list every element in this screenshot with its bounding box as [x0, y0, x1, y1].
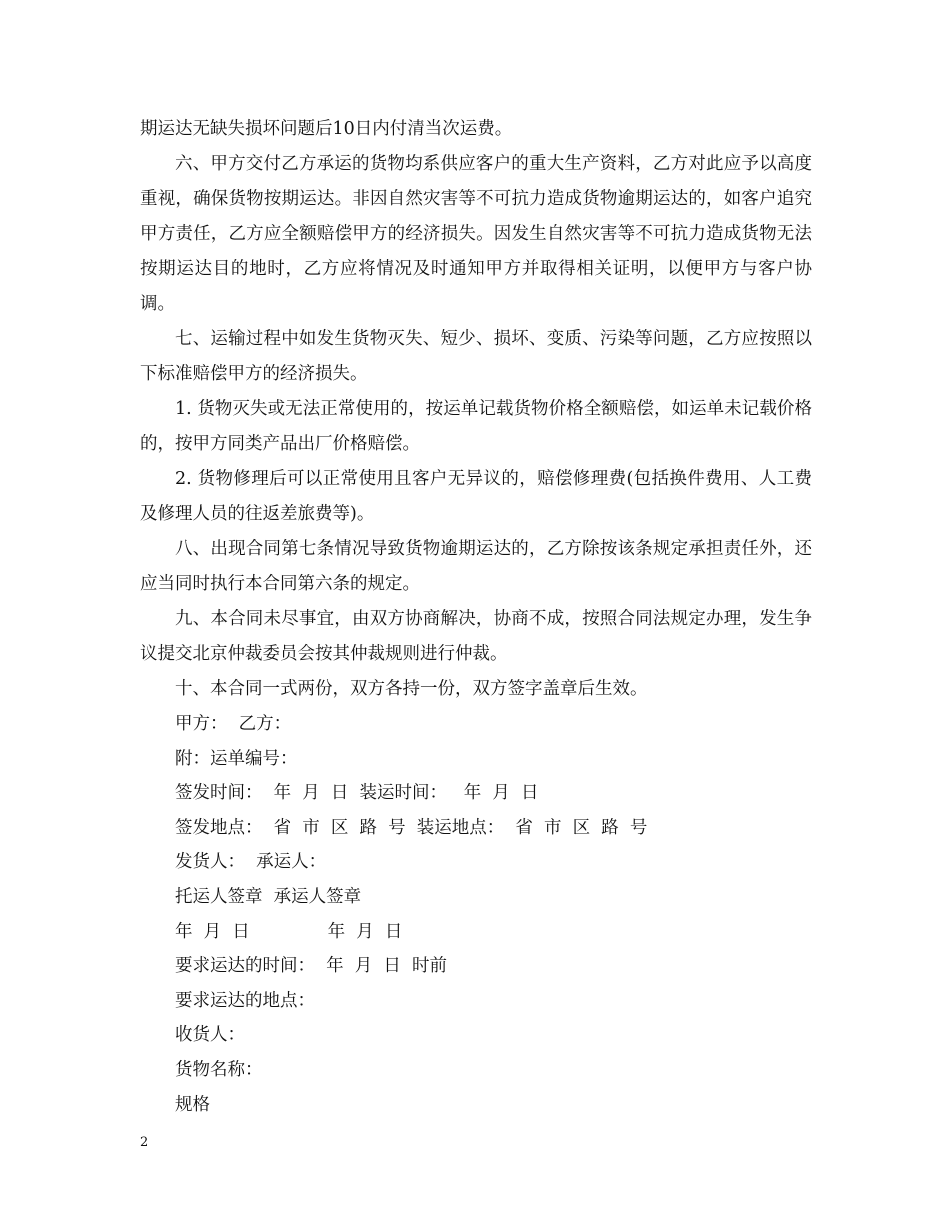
field-party-names: 甲方： 乙方： [175, 714, 292, 734]
paragraph-clause-8: 八、出现合同第七条情况导致货物逾期运达的，乙方除按该条规定承担责任外，还应当同时执行本合同第六条的规定。 [140, 539, 812, 594]
field-specification: 规格 [175, 1094, 210, 1115]
field-required-arrival-time: 要求运达的时间： 年 月 日 时前 [175, 956, 448, 977]
paragraph-clause-7: 七、运输过程中如发生货物灭失、短少、损坏、变质、污染等问题，乙方应按照以下标准赔偿甲方的经济损失。 [140, 329, 812, 384]
paragraph-clause-7-item-1: 1. 货物灭失或无法正常使用的，按运单记载货物价格全额赔偿，如运单未记载价格的，按甲方同类产品出厂价格赔偿。 [140, 399, 812, 454]
field-required-arrival-place: 要求运达的地点： [175, 990, 315, 1011]
paragraph-clause-10: 十、本合同一式两份，双方各持一份，双方签字盖章后生效。 [175, 679, 648, 699]
paragraph-clause-6: 六、甲方交付乙方承运的货物均系供应客户的重大生产资料，乙方对此应予以高度重视，确保货物按期运达。非因自然灾害等不可抗力造成货物逾期运达的，如客户追究甲方责任，乙方应全额赔偿甲方的经济损失。因发生自然灾害等不可抗力造成货物无法按期运达目的地时，乙方应将情况及时通知甲方并取得相关证明，以便甲方与客户协调。 [140, 154, 812, 314]
field-issue-and-loading-place: 签发地点： 省 市 区 路 号 装运地点： 省 市 区 路 号 [175, 817, 648, 838]
paragraph-clause-7-item-2: 2. 货物修理后可以正常使用且客户无异议的，赔偿修理费(包括换件费用、人工费及修理人员的往返差旅费等)。 [140, 469, 812, 524]
field-goods-name: 货物名称： [175, 1059, 263, 1080]
field-issue-and-loading-time: 签发时间： 年 月 日 装运时间： 年 月 日 [175, 783, 539, 804]
field-shipper-carrier: 发货人： 承运人： [175, 852, 327, 873]
field-signature-dates: 年 月 日 年 月 日 [175, 921, 403, 942]
field-waybill-number: 附：运单编号： [175, 748, 298, 769]
page-number: 2 [140, 1135, 149, 1150]
field-signature-labels: 托运人签章 承运人签章 [175, 886, 362, 907]
document-body [140, 112, 812, 1122]
paragraph-clause-9: 九、本合同未尽事宜，由双方协商解决，协商不成，按照合同法规定办理，发生争议提交北京仲裁委员会按其仲裁规则进行仲裁。 [140, 609, 812, 664]
field-consignee: 收货人： [175, 1025, 245, 1046]
paragraph-continuation: 期运达无缺失损坏问题后10日内付清当次运费。 [140, 119, 513, 139]
